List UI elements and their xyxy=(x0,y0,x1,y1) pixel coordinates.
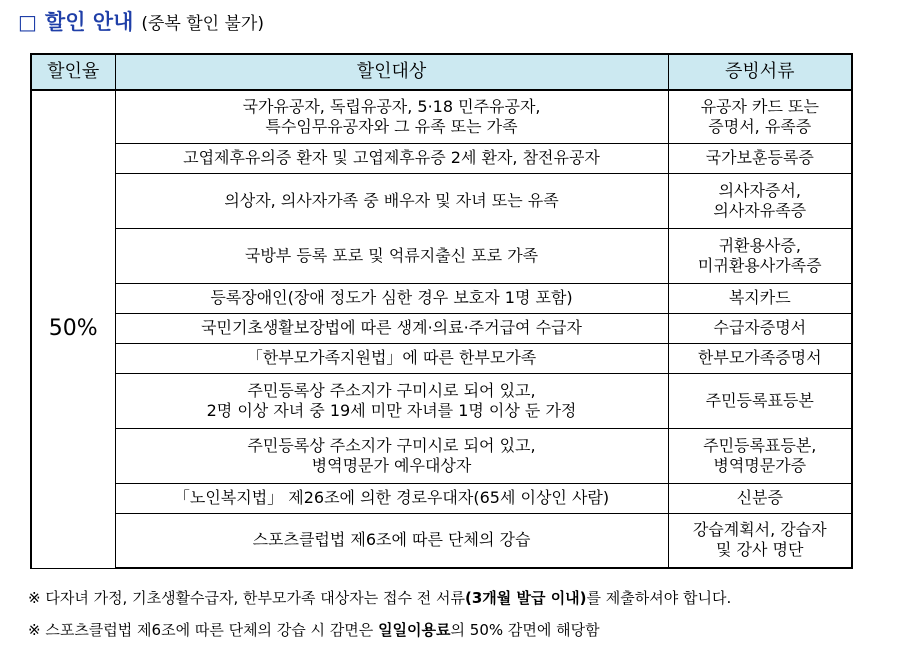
checkbox-square-icon: □ xyxy=(18,10,37,34)
note-2-bold: 일일이용료 xyxy=(378,621,451,639)
document-cell xyxy=(668,513,852,568)
note-1-suffix: 를 제출하셔야 합니다. xyxy=(586,589,732,607)
document-line: 의사자증서, xyxy=(718,180,801,200)
document-cell xyxy=(668,428,852,483)
table-row xyxy=(31,483,852,513)
document-cell xyxy=(668,313,852,343)
target-line: 국방부 등록 포로 및 억류지출신 포로 가족 xyxy=(244,245,539,265)
table-row xyxy=(31,428,852,483)
discount-table xyxy=(30,53,853,569)
target-line: 등록장애인(장애 정도가 심한 경우 보호자 1명 포함) xyxy=(210,288,573,307)
note-1-prefix: ※ 다자녀 가정, 기초생활수급자, 한부모가족 대상자는 접수 전 서류 xyxy=(28,589,465,607)
note-1-bold: (3개월 발급 이내) xyxy=(465,589,587,607)
target-line: 2명 이상 자녀 중 19세 미만 자녀를 1명 이상 둔 가정 xyxy=(206,400,577,420)
table-row xyxy=(31,343,852,373)
document-cell xyxy=(668,283,852,313)
document-line: 신분증 xyxy=(736,488,783,507)
table-row xyxy=(31,313,852,343)
target-line: 주민등록상 주소지가 구미시로 되어 있고, xyxy=(247,435,536,455)
target-cell xyxy=(115,313,668,343)
target-line: 「노인복지법」 제26조에 의한 경로우대자(65세 이상인 사람) xyxy=(173,488,610,507)
document-cell xyxy=(668,343,852,373)
target-line: 특수임무유공자와 그 유족 또는 가족 xyxy=(265,116,518,136)
document-line: 복지카드 xyxy=(728,288,791,307)
header-target: 할인대상 xyxy=(115,54,668,90)
target-cell xyxy=(115,173,668,228)
target-cell xyxy=(115,483,668,513)
document-line: 주민등록표등본 xyxy=(705,390,814,410)
notes xyxy=(28,588,731,652)
target-line: 주민등록상 주소지가 구미시로 되어 있고, xyxy=(247,380,536,400)
document-line: 및 강사 명단 xyxy=(716,540,804,560)
table-row xyxy=(31,90,852,143)
note-2 xyxy=(28,620,731,640)
target-cell xyxy=(115,143,668,173)
note-2-prefix: ※ 스포츠클럽법 제6조에 따른 단체의 강습 시 감면은 xyxy=(28,621,379,639)
target-line: 「한부모가족지원법」에 따른 한부모가족 xyxy=(246,348,537,367)
table-header-row xyxy=(31,54,852,90)
document-line: 주민등록표등본, xyxy=(703,435,817,455)
document-line: 수급자증명서 xyxy=(713,318,807,337)
target-cell xyxy=(115,373,668,428)
document-line: 귀환용사증, xyxy=(718,235,801,255)
target-line: 스포츠클럽법 제6조에 따른 단체의 강습 xyxy=(252,530,531,550)
target-line: 국가유공자, 독립유공자, 5·18 민주유공자, xyxy=(242,96,541,116)
document-line: 미귀환용사가족증 xyxy=(697,255,822,275)
title-sub: (중복 할인 불가) xyxy=(141,14,264,34)
note-1 xyxy=(28,588,731,608)
header-rate: 할인율 xyxy=(31,54,115,90)
table-row xyxy=(31,173,852,228)
target-cell xyxy=(115,283,668,313)
target-cell xyxy=(115,228,668,283)
target-cell xyxy=(115,428,668,483)
target-line: 국민기초생활보장법에 따른 생계·의료·주거급여 수급자 xyxy=(201,318,582,337)
table-row xyxy=(31,143,852,173)
document-line: 국가보훈등록증 xyxy=(705,148,814,167)
document-cell xyxy=(668,173,852,228)
document-line: 강습계획서, 강습자 xyxy=(692,520,827,540)
table-row xyxy=(31,228,852,283)
document-cell xyxy=(668,90,852,143)
document-line: 유공자 카드 또는 xyxy=(700,96,819,116)
target-line: 병역명문가 예우대상자 xyxy=(311,455,472,475)
document-cell xyxy=(668,143,852,173)
discount-rate: 50% xyxy=(31,90,115,568)
title-main: 할인 안내 xyxy=(44,10,134,34)
table-row xyxy=(31,513,852,568)
document-cell xyxy=(668,483,852,513)
document-line: 한부모가족증명서 xyxy=(697,348,822,367)
target-line: 의상자, 의사자가족 중 배우자 및 자녀 또는 유족 xyxy=(224,190,559,210)
target-cell xyxy=(115,513,668,568)
document-line: 의사자유족증 xyxy=(713,200,807,220)
target-line: 고엽제후유의증 환자 및 고엽제후유증 2세 환자, 참전유공자 xyxy=(183,148,600,167)
table-row xyxy=(31,373,852,428)
table-row xyxy=(31,283,852,313)
document-cell xyxy=(668,373,852,428)
document-cell xyxy=(668,228,852,283)
target-cell xyxy=(115,343,668,373)
document-line: 병역명문가증 xyxy=(713,455,807,475)
document-line: 증명서, 유족증 xyxy=(708,116,812,136)
note-2-suffix: 의 50% 감면에 해당함 xyxy=(450,621,600,639)
header-doc: 증빙서류 xyxy=(668,54,852,90)
target-cell xyxy=(115,90,668,143)
section-title xyxy=(18,6,264,36)
